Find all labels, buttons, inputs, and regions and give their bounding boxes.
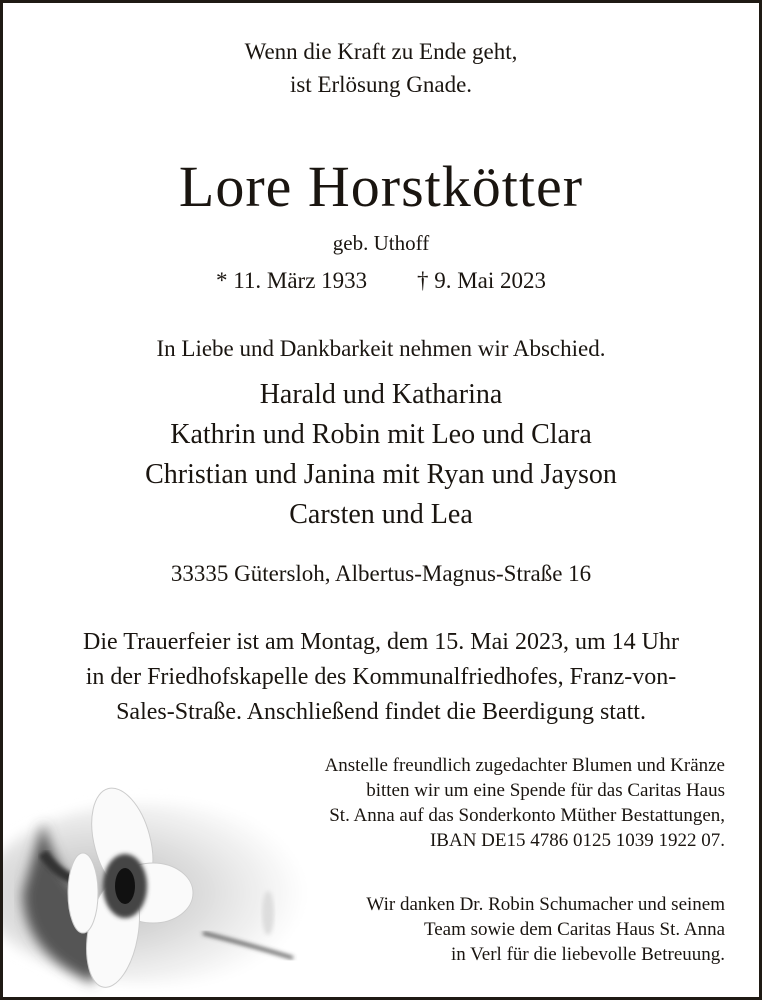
service-line: Sales-Straße. Anschließend findet die Beerdigung statt. <box>116 699 646 725</box>
death-date: † 9. Mai 2023 <box>416 268 546 293</box>
maiden-name: geb. Uthoff <box>332 231 430 255</box>
donation-line: Anstelle freundlich zugedachter Blumen und Kränze <box>324 755 725 776</box>
address: 33335 Gütersloh, Albertus-Magnus-Straße 16 <box>170 561 592 586</box>
farewell-text: In Liebe und Dankbarkeit nehmen wir Abschied. <box>156 336 606 361</box>
thanks-line: Team sowie dem Caritas Haus St. Anna <box>423 919 725 940</box>
family-member: Kathrin und Robin mit Leo und Clara <box>170 419 592 450</box>
family-member: Harald und Katharina <box>259 379 503 410</box>
thanks-note <box>366 892 725 967</box>
donation-request <box>325 753 725 853</box>
family-list <box>3 375 759 535</box>
family-member: Christian und Janina mit Ryan und Jayson <box>145 459 617 490</box>
donation-line: St. Anna auf das Sonderkonto Müther Bestattungen, <box>329 805 725 826</box>
service-info <box>3 625 759 730</box>
life-dates <box>3 268 759 294</box>
motto-line: Wenn die Kraft zu Ende geht, <box>244 39 518 64</box>
thanks-line: in Verl für die liebevolle Betreuung. <box>450 944 725 965</box>
service-line: in der Friedhofskapelle des Kommunalfriedhofes, Franz-von- <box>85 664 677 690</box>
family-member: Carsten und Lea <box>289 499 473 530</box>
motto <box>3 35 759 101</box>
motto-line: ist Erlösung Gnade. <box>289 72 473 97</box>
birth-date: * 11. März 1933 <box>216 268 368 293</box>
deceased-name: Lore Horstkötter <box>178 154 584 219</box>
donation-line: bitten wir um eine Spende für das Caritas Haus <box>366 780 725 801</box>
thanks-line: Wir danken Dr. Robin Schumacher und seinem <box>366 894 725 915</box>
donation-line: IBAN DE15 4786 0125 1039 1922 07. <box>429 830 725 851</box>
service-line: Die Trauerfeier ist am Montag, dem 15. Mai 2023, um 14 Uhr <box>83 629 679 655</box>
